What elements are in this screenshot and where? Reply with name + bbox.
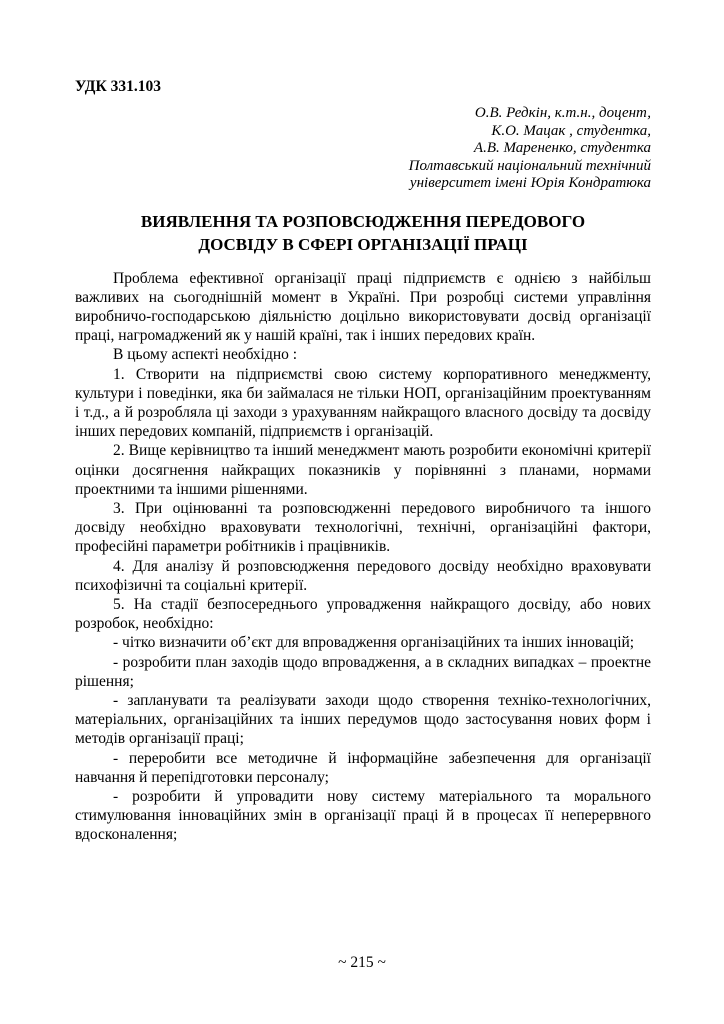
author-line: А.В. Марененко, студентка (473, 140, 651, 156)
article-title-line: ДОСВІДУ В СФЕРІ ОРГАНІЗАЦІЇ ПРАЦІ (198, 234, 528, 254)
bulleted-item: - запланувати та реалізувати заходи щодо створення техніко-технологічних, матеріальних, організаційних та інших передумов щодо застосування нових форм і методів організації праці; (75, 691, 651, 748)
bulleted-item: - чітко визначити об’єкт для впровадження організаційних та інших інновацій; (113, 634, 635, 652)
author-line: О.В. Редкін, к.т.н., доцент, (474, 105, 651, 121)
paragraph: В цьому аспекті необхідно : (113, 346, 298, 364)
affiliation-line: Полтавський національний технічний (408, 157, 651, 174)
author-block (75, 105, 651, 193)
article-title-line: ВИЯВЛЕННЯ ТА РОЗПОВСЮДЖЕННЯ ПЕРЕДОВОГО (140, 211, 586, 231)
numbered-item: 2. Вище керівництво та інший менеджмент мають розробити економічні критерії оцінки досягнення найкращих показників у порівнянні з планами, нормами проектними та іншими рішеннями. (75, 442, 651, 498)
bulleted-item: - розробити й упровадити нову систему матеріального та морального стимулювання інноваційних змін в організації праці й в процесах її неперервного вдосконалення; (75, 787, 651, 844)
numbered-item: 3. При оцінюванні та розповсюдженні передового виробничого та іншого досвіду необхідно враховувати технологічні, технічні, організаційні фактори, професійні параметри робітників і працівників. (75, 499, 651, 556)
affiliation-line: університет імені Юрія Кондратюка (409, 175, 651, 191)
numbered-item: 1. Створити на підприємстві свою систему корпоративного менеджменту, культури і поведінки, яка би займалася не тільки НОП, організаційним проектуванням і т.д., а й розробляла ці заходи з урахуванням найкращого власного досвіду та досвіду інших передових компаній, підприємств і організацій. (75, 365, 651, 441)
udk-code: УДК 331.103 (75, 78, 161, 95)
page-number: ~ 215 ~ (338, 954, 386, 971)
page-content (75, 78, 651, 845)
author-line: К.О. Мацак , студентка, (491, 122, 651, 139)
article-body (75, 269, 651, 845)
paragraph: Проблема ефективної організації праці підприємств є однією з найбільш важливих на сьогоднішній момент в Україні. При розробці системи управління виробничо-господарською діяльністю доцільно використовувати досвід організації праці, нагромаджений як у нашій країні, так і інших передових країн. (75, 269, 651, 345)
numbered-item: 4. Для аналізу й розповсюдження передового досвіду необхідно враховувати психофізичні та соціальні критерії. (75, 557, 651, 594)
numbered-item: 5. На стадії безпосереднього упровадження найкращого досвіду, або нових розробок, необхідно: (75, 595, 651, 633)
bulleted-item: - переробити все методичне й інформаційне забезпечення для організації навчання й перепідготовки персоналу; (75, 749, 651, 786)
article-title (75, 210, 651, 256)
bulleted-item: - розробити план заходів щодо впровадження, а в складних випадках – проектне рішення; (75, 653, 651, 690)
